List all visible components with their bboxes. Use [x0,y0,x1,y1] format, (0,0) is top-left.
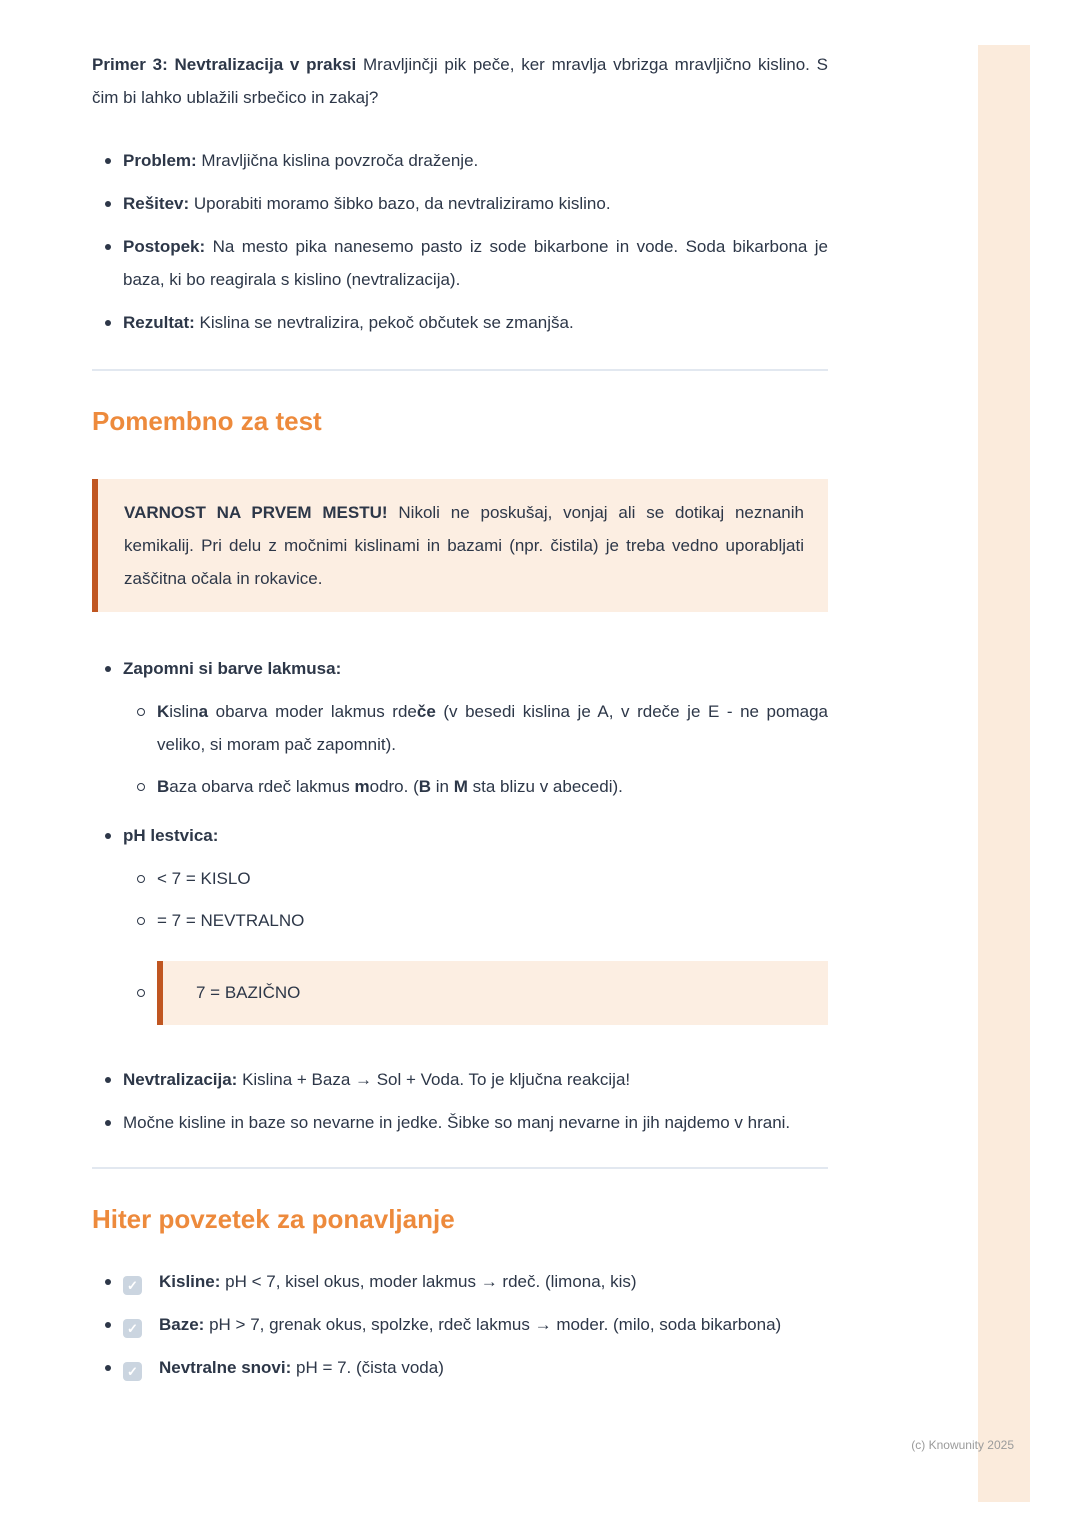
list-item [92,144,828,177]
sub-list-item [137,961,828,1025]
bullet-marker [105,1120,111,1126]
section-title-povzetek: Hiter povzetek za ponavljanje [92,1204,455,1234]
list-item [92,1063,828,1096]
list-item [92,230,828,296]
list-item [92,1106,828,1139]
bullet-marker [105,1077,111,1083]
side-stripe [978,45,1030,1502]
bullet-marker [105,1322,111,1328]
bullet-marker [105,833,111,839]
sub-bullet-marker [137,917,145,925]
list-item [92,652,828,685]
checkbox-checked-icon: ✓ [123,1319,142,1338]
intro-paragraph: Primer 3: Nevtralizacija v praksi Mravljinčji pik peče, ker mravlja vbrizga mravljično kislino. S čim bi lahko ublažili srbečico in zakaj? [92,55,829,107]
section-divider [92,369,828,371]
page-content [92,48,828,1384]
bullet-marker [105,158,111,164]
bazicno-callout-text: 7 = BAZIČNO [196,983,301,1002]
sub-list-item [137,904,828,937]
sub-list-item-text: Baza obarva rdeč lakmus modro. (B in M sta blizu v abecedi). [157,777,623,796]
list-item-text: Močne kisline in baze so nevarne in jedke. Šibke so manj nevarne in jih najdemo v hrani. [123,1113,791,1132]
list-item [92,819,828,852]
sub-list-item [137,770,828,803]
sub-list-item [137,695,828,761]
bullet-marker [105,1365,111,1371]
checkbox-checked-icon: ✓ [123,1276,142,1295]
sub-bullet-marker [137,875,145,883]
example-list [92,144,828,339]
sub-bullet-marker [137,708,145,716]
bullet-marker [105,320,111,326]
list-item-text: Zapomni si barve lakmusa: [123,659,342,678]
sub-bullet-marker [137,783,145,791]
list-item-text: Problem: Mravljična kislina povzroča draženje. [123,151,479,170]
sub-bullet-marker [137,989,145,997]
section-divider [92,1167,828,1169]
safety-callout [92,479,828,612]
list-item-text: Rezultat: Kislina se nevtralizira, pekoč občutek se zmanjša. [123,313,574,332]
section-title-pomembno: Pomembno za test [92,406,322,436]
sub-list-item [137,862,828,895]
list-item [92,187,828,220]
checklist-item-text: Nevtralne snovi: pH = 7. (čista voda) [159,1358,444,1377]
safety-callout-text: VARNOST NA PRVEM MESTU! Nikoli ne poskušaj, vonjaj ali se dotikaj neznanih kemikalij. Pri delu z močnimi kislinami in bazami (npr. čistila) je treba vedno uporabljati zaščitna očala in rokavice. [124,503,804,588]
sub-list-item-text: < 7 = KISLO [157,869,251,888]
checklist-item [92,1351,828,1384]
checklist-item-text: Baze: pH > 7, grenak okus, spolzke, rdeč lakmus → moder. (milo, soda bikarbona) [159,1315,782,1334]
checkbox-checked-icon: ✓ [123,1362,142,1381]
list-item-text: pH lestvica: [123,826,219,845]
bullet-marker [105,666,111,672]
checklist-item-text: Kisline: pH < 7, kisel okus, moder lakmus → rdeč. (limona, kis) [159,1272,637,1291]
list-item-text: Nevtralizacija: Kislina + Baza → Sol + Voda. To je ključna reakcija! [123,1070,631,1089]
list-item-text: Postopek: Na mesto pika nanesemo pasto iz sode bikarbone in vode. Soda bikarbona je baza, ki bo reagirala s kislino (nevtralizacija). [123,237,828,289]
bazicno-callout [157,961,828,1025]
checklist-item [92,1265,828,1298]
bullet-marker [105,201,111,207]
list-item-text: Rešitev: Uporabiti moramo šibko bazo, da nevtraliziramo kislino. [123,194,611,213]
checklist-item [92,1308,828,1341]
sub-list-item-text: = 7 = NEVTRALNO [157,911,305,930]
bullet-marker [105,244,111,250]
summary-checklist [92,1265,828,1384]
list-item [92,306,828,339]
sub-list-item-text: Kislina obarva moder lakmus rdeče (v besedi kislina je A, v rdeče je E - ne pomaga veliko, si moram pač zapomnit). [157,702,828,754]
footer-credit: (c) Knowunity 2025 [911,1438,1014,1452]
bullet-marker [105,1279,111,1285]
